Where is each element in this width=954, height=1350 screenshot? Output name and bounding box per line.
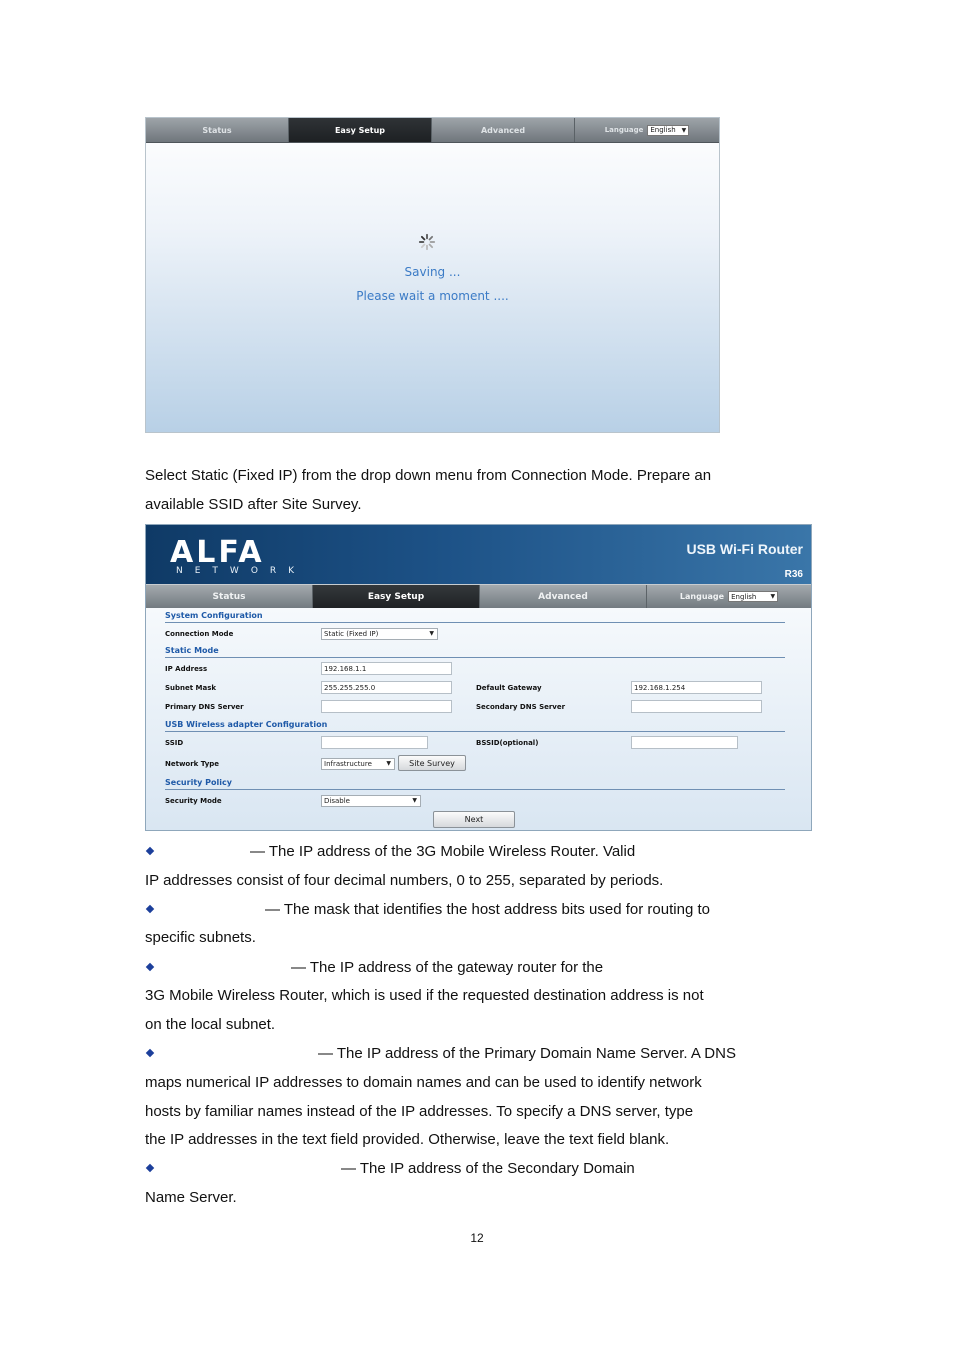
bullet-icon [146, 905, 154, 913]
section-usb-wireless: USB Wireless adapter Configuration [165, 720, 785, 732]
top-nav [146, 584, 811, 609]
secondary-dns-input[interactable] [631, 700, 762, 713]
subnet-mask-desc-2: specific subnets. [145, 929, 256, 946]
chevron-down-icon: ▼ [681, 126, 687, 134]
language-selector [647, 585, 811, 608]
language-value: English [731, 592, 757, 601]
tab-advanced[interactable]: Advanced [432, 118, 575, 142]
ip-address-desc-2: IP addresses consist of four decimal numbers, 0 to 255, separated by periods. [145, 872, 664, 889]
security-mode-label: Security Mode [165, 797, 222, 805]
subnet-mask-input[interactable]: 255.255.255.0 [321, 681, 452, 694]
bssid-label: BSSID(optional) [476, 739, 539, 747]
bullet-icon [146, 847, 154, 855]
intro-line-2: available SSID after Site Survey. [145, 496, 362, 513]
language-label: Language [604, 126, 644, 134]
bullet-icon [146, 1164, 154, 1172]
gateway-desc-3: on the local subnet. [145, 1016, 276, 1033]
security-mode-value: Disable [324, 797, 350, 805]
ssid-input[interactable] [321, 736, 428, 749]
connection-mode-value: Static (Fixed IP) [324, 630, 379, 638]
subnet-mask-desc-1: — The mask that identifies the host address bits used for routing to [265, 901, 710, 918]
connection-mode-select[interactable] [321, 628, 438, 640]
connection-mode-label: Connection Mode [165, 630, 234, 638]
chevron-down-icon: ▼ [412, 797, 417, 804]
bullet-icon [146, 1049, 154, 1057]
product-name: USB Wi-Fi Router [686, 541, 803, 557]
primary-dns-desc-2: maps numerical IP addresses to domain names and can be used to identify network [145, 1074, 702, 1091]
next-button[interactable]: Next [433, 811, 515, 828]
page-number: 12 [470, 1231, 484, 1245]
primary-dns-desc-4: the IP addresses in the text field provided. Otherwise, leave the text field blank. [145, 1131, 670, 1148]
chevron-down-icon: ▼ [429, 630, 434, 637]
primary-dns-desc-3: hosts by familiar names instead of the IP addresses. To specify a DNS server, type [145, 1103, 694, 1120]
tab-status[interactable]: Status [146, 585, 313, 608]
header-banner [146, 525, 811, 584]
primary-dns-input[interactable] [321, 700, 452, 713]
tab-advanced[interactable]: Advanced [480, 585, 647, 608]
language-value: English [650, 126, 676, 134]
gateway-desc-2: 3G Mobile Wireless Router, which is used if the requested destination address is not [145, 987, 704, 1004]
language-dropdown[interactable] [647, 125, 689, 136]
language-dropdown[interactable] [728, 591, 778, 602]
language-label: Language [679, 592, 725, 601]
secondary-dns-desc-1: — The IP address of the Secondary Domain [341, 1160, 635, 1177]
alfa-logo: ALFA [170, 535, 265, 570]
ssid-label: SSID [165, 739, 184, 747]
security-mode-select[interactable] [321, 795, 421, 807]
router-screenshot [145, 524, 812, 831]
ip-address-input[interactable]: 192.168.1.1 [321, 662, 452, 675]
section-system-configuration: System Configuration [165, 611, 785, 623]
section-static-mode: Static Mode [165, 646, 785, 658]
saving-screenshot [145, 117, 720, 433]
language-selector [575, 118, 719, 142]
logo-subtitle: NETWORK [176, 566, 307, 576]
saving-message: Saving ... [404, 265, 461, 279]
tab-status[interactable]: Status [146, 118, 289, 142]
site-survey-button[interactable]: Site Survey [398, 755, 466, 771]
chevron-down-icon: ▼ [386, 760, 391, 767]
network-type-label: Network Type [165, 760, 220, 768]
ip-address-label: IP Address [165, 665, 208, 673]
bssid-input[interactable] [631, 736, 738, 749]
primary-dns-label: Primary DNS Server [165, 703, 244, 711]
bullet-icon [146, 963, 154, 971]
tab-easy-setup[interactable]: Easy Setup [313, 585, 480, 608]
primary-dns-desc-1: — The IP address of the Primary Domain Name Server. A DNS [318, 1045, 736, 1062]
network-type-value: Infrastructure [324, 760, 372, 768]
default-gateway-label: Default Gateway [476, 684, 542, 692]
secondary-dns-label: Secondary DNS Server [476, 703, 566, 711]
gateway-desc-1: — The IP address of the gateway router for the [291, 959, 604, 976]
chevron-down-icon: ▼ [770, 593, 776, 600]
model-number: R36 [784, 569, 803, 580]
subnet-mask-label: Subnet Mask [165, 684, 217, 692]
intro-line-1: Select Static (Fixed IP) from the drop down menu from Connection Mode. Prepare an [145, 467, 712, 484]
wait-message: Please wait a moment .... [356, 289, 509, 303]
top-nav [146, 118, 719, 143]
section-security-policy: Security Policy [165, 778, 785, 790]
secondary-dns-desc-2: Name Server. [145, 1189, 237, 1206]
tab-easy-setup[interactable]: Easy Setup [289, 118, 432, 142]
setup-form [146, 608, 811, 830]
ip-address-desc-1: — The IP address of the 3G Mobile Wireless Router. Valid [250, 843, 636, 860]
network-type-select[interactable] [321, 758, 395, 770]
loading-spinner-icon [418, 233, 436, 251]
default-gateway-input[interactable]: 192.168.1.254 [631, 681, 762, 694]
